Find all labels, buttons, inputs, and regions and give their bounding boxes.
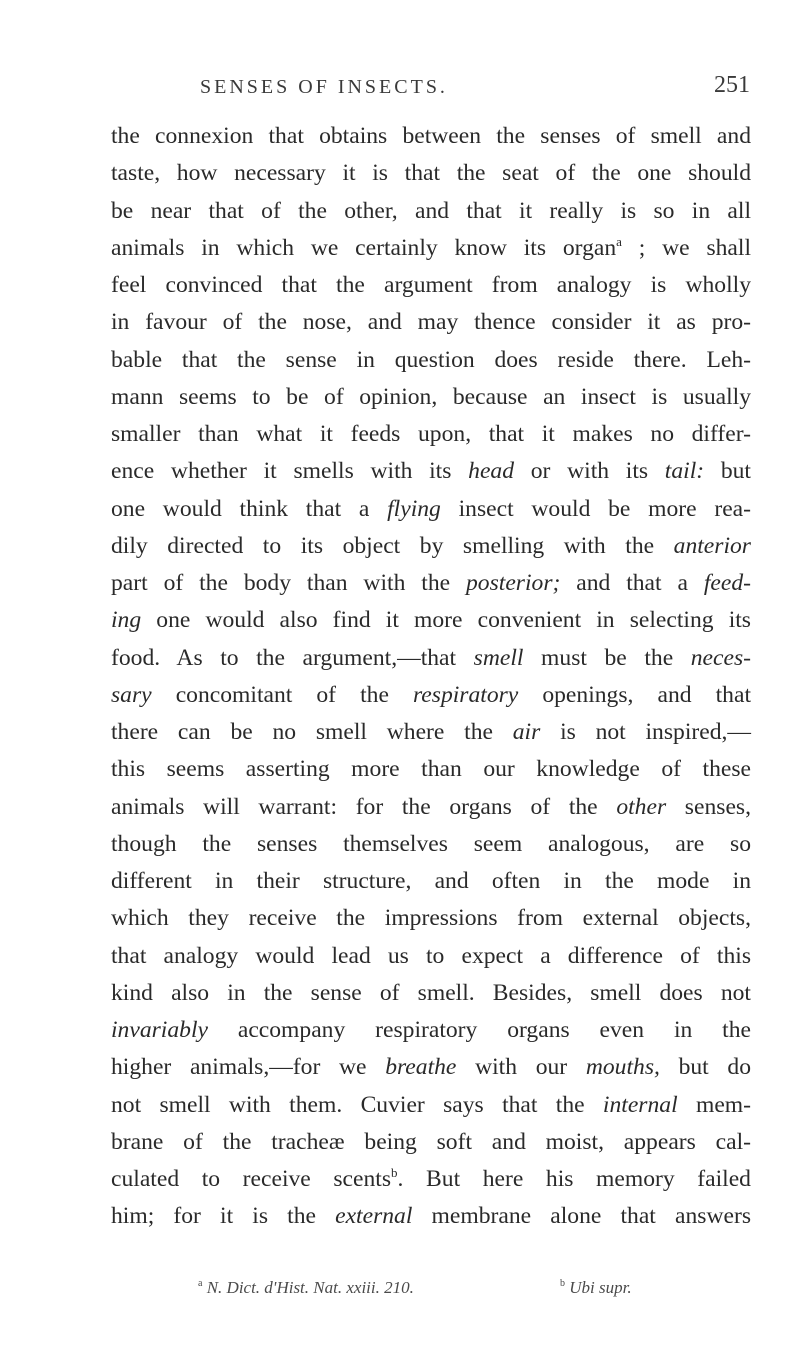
text-run: is not inspired,—	[540, 719, 752, 745]
text-run: one would also find it more convenient in selecting its	[141, 607, 751, 634]
text-run: dily directed to its object by smelling with the	[111, 532, 674, 559]
text-line	[111, 826, 751, 863]
text-run: animals in which we certainly know its organ	[111, 234, 617, 261]
text-run: taste, how necessary it is that the seat of the one should	[111, 160, 751, 187]
italic-run: anterior	[673, 532, 751, 559]
text-run: smaller than what it feeds upon, that it makes no differ-	[111, 421, 751, 447]
footnote-text: N. Dict. d'Hist. Nat. xxiii. 210.	[206, 1278, 414, 1297]
italic-run: external	[335, 1203, 413, 1230]
text-line	[111, 602, 751, 639]
footnote-b	[560, 1278, 632, 1298]
text-line	[111, 789, 751, 826]
running-head	[0, 72, 800, 112]
italic-run: breathe	[385, 1054, 457, 1081]
text-line	[111, 1161, 751, 1198]
text-run: higher animals,—for we	[111, 1054, 386, 1081]
text-run: or with its	[514, 458, 665, 485]
text-run: concomitant of the	[151, 681, 413, 708]
text-run: the connexion that obtains between the senses of smell and	[111, 123, 751, 149]
text-line	[111, 267, 751, 304]
text-run: brane of the tracheæ being soft and moist, appears cal-	[111, 1128, 751, 1155]
body-text	[111, 118, 751, 1236]
text-run: be near that of the other, and that it really is so in all	[111, 197, 751, 224]
text-run: accompany respiratory organs even in the	[207, 1017, 751, 1043]
italic-run: mouths,	[585, 1054, 660, 1081]
text-run: mann seems to be of opinion, because an insect is usually	[111, 383, 751, 410]
text-run: which they receive the impressions from external objects,	[111, 905, 751, 932]
text-run: food. As to the argument,—that	[111, 644, 474, 671]
text-line	[111, 751, 751, 788]
text-line	[111, 416, 751, 453]
footnote-a	[198, 1278, 414, 1298]
footnotes	[0, 1278, 800, 1308]
italic-run: feed-	[703, 570, 751, 596]
text-line	[111, 1124, 751, 1161]
text-run: ; we shall	[621, 234, 752, 261]
text-line	[111, 975, 751, 1012]
text-line	[111, 863, 751, 900]
text-line	[111, 565, 751, 602]
footnote-text: Ubi supr.	[569, 1278, 632, 1297]
italic-run: neces-	[690, 644, 752, 671]
text-run: this seems asserting more than our knowledge of these	[111, 756, 751, 783]
text-run: different in their structure, and often in the mode in	[111, 868, 751, 894]
text-run: kind also in the sense of smell. Besides, smell does not	[111, 979, 751, 1006]
italic-run: sary	[111, 681, 152, 708]
italic-run: air	[512, 719, 541, 745]
text-line	[111, 938, 751, 975]
text-line	[111, 230, 751, 267]
text-run: senses,	[666, 793, 751, 820]
footnote-mark: b	[560, 1278, 565, 1289]
text-run: though the senses themselves seem analogous, are so	[111, 830, 751, 857]
text-line	[111, 453, 751, 490]
italic-run: head	[468, 458, 515, 485]
text-run: him; for it is the	[111, 1203, 336, 1230]
text-run: with our	[456, 1054, 586, 1081]
running-title: SENSES OF INSECTS.	[200, 76, 448, 98]
text-line	[111, 193, 751, 230]
text-run: ence whether it smells with its	[111, 458, 469, 485]
text-line	[111, 491, 751, 528]
text-run: openings, and that	[518, 681, 751, 708]
text-run: that analogy would lead us to expect a difference of this	[111, 942, 751, 969]
text-run: bable that the sense in question does reside there. Leh-	[111, 346, 751, 373]
text-line	[111, 379, 751, 416]
text-run: part of the body than with the	[111, 570, 466, 596]
italic-run: internal	[602, 1091, 678, 1118]
text-run: must be the	[523, 644, 691, 671]
italic-run: flying	[387, 495, 441, 522]
text-line	[111, 1049, 751, 1086]
italic-run: tail:	[664, 458, 705, 485]
text-run: insect would be more rea-	[440, 495, 751, 522]
text-line	[111, 640, 751, 677]
text-run: mem-	[677, 1091, 751, 1118]
text-line	[111, 1198, 751, 1235]
text-run: feel convinced that the argument from analogy is wholly	[111, 272, 751, 298]
footnote-reference: a	[616, 233, 622, 249]
text-line	[111, 1012, 751, 1049]
text-line	[111, 528, 751, 565]
text-run: but do	[659, 1054, 751, 1081]
text-run: and that a	[560, 570, 704, 596]
text-run: culated to receive scents	[111, 1166, 392, 1192]
text-run: one would think that a	[111, 495, 388, 522]
text-line	[111, 304, 751, 341]
text-line	[111, 118, 751, 155]
text-line	[111, 714, 751, 751]
text-run: animals will warrant: for the organs of the	[111, 793, 617, 820]
italic-run: invariably	[111, 1017, 208, 1043]
italic-run: ing	[111, 607, 142, 634]
italic-run: smell	[473, 644, 524, 671]
footnote-reference: b	[391, 1165, 398, 1180]
text-run: not smell with them. Cuvier says that the	[111, 1091, 603, 1118]
text-run: but	[704, 458, 751, 485]
italic-run: posterior;	[465, 570, 561, 596]
text-run: there can be no smell where the	[111, 719, 513, 745]
italic-run: other	[616, 793, 667, 820]
text-line	[111, 1087, 751, 1124]
text-line	[111, 900, 751, 937]
text-run: . But here his memory failed	[397, 1166, 751, 1192]
text-run: membrane alone that answers	[412, 1203, 751, 1230]
italic-run: respiratory	[412, 681, 519, 708]
footnote-mark: a	[198, 1278, 203, 1289]
text-line	[111, 677, 751, 714]
page-number: 251	[714, 72, 750, 98]
text-line	[111, 155, 751, 192]
text-line	[111, 342, 751, 379]
text-run: in favour of the nose, and may thence consider it as pro-	[111, 309, 751, 336]
